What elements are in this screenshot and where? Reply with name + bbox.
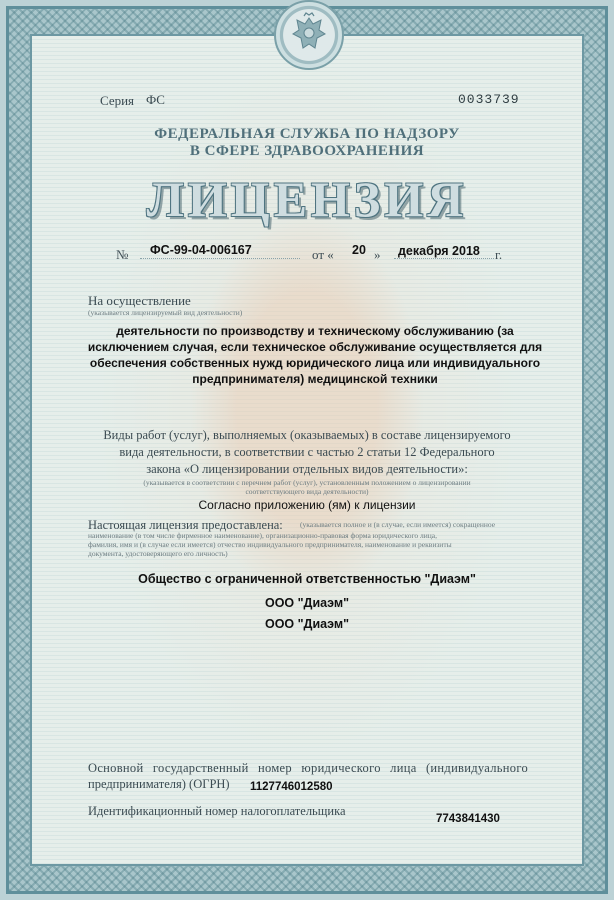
ogrn-label-line-1: Основной государственный номер юридического лица (индивидуального <box>88 761 528 775</box>
works-line: вида деятельности, в соответствии с частью 2 статьи 12 Федерального <box>119 445 495 459</box>
activity-label: На осуществление <box>88 293 191 308</box>
date-from-label: от « <box>312 247 334 262</box>
date-day: 20 <box>352 243 366 257</box>
activity-line: обеспечения собственных нужд юридического лица или индивидуального <box>89 356 541 370</box>
activity-hint: (указывается лицензируемый вид деятельности) <box>88 308 243 317</box>
granted-hint <box>88 531 528 558</box>
works-line: Виды работ (услуг), выполняемых (оказываемых) в составе лицензируемого <box>103 428 511 442</box>
granted-hint-line: наименование (в том числе фирменное наименование), организационно-правовая форма юридического лица, <box>88 531 437 540</box>
granted-hint-line: фамилия, имя и (в случае если имеется) отчество индивидуального предпринимателя, наименование и реквизиты <box>88 540 452 549</box>
inn-label: Идентификационный номер налогоплательщика <box>88 804 346 818</box>
granted-hint-first: (указывается полное и (в случае, если имеется) сокращенное <box>300 520 496 529</box>
document-title: ЛИЦЕНЗИЯ <box>146 171 468 227</box>
granted-label: Настоящая лицензия предоставлена: <box>88 518 283 532</box>
double-eagle-icon <box>289 12 329 56</box>
series-label: Серия <box>100 93 135 108</box>
inn-value: 7743841430 <box>436 813 500 825</box>
date-line <box>394 258 494 259</box>
works-value: Согласно приложению (ям) к лицензии <box>198 498 416 512</box>
licensee-full-name: Общество с ограниченной ответственностью "Диаэм" <box>138 572 476 586</box>
licensee-short-name-2: ООО "Диаэм" <box>264 617 350 631</box>
activity-line: деятельности по производству и техническому обслуживанию (за <box>116 324 514 338</box>
series-value: ФС <box>146 92 165 107</box>
license-no-value: ФС-99-04-006167 <box>150 243 252 257</box>
year-suffix: г. <box>495 247 503 262</box>
license-no-label: № <box>116 247 129 262</box>
agency-line-1: ФЕДЕРАЛЬНАЯ СЛУЖБА ПО НАДЗОРУ <box>154 126 460 142</box>
ogrn-value: 1127746012580 <box>250 781 333 793</box>
coat-of-arms-emblem <box>274 0 344 70</box>
activity-line: исключением случая, если техническое обслуживание осуществляется для <box>87 340 543 354</box>
works-hint-line: (указывается в соответствии с перечнем работ (услуг), установленным положением о лицензировании <box>143 478 471 487</box>
date-day-close: » <box>374 247 381 262</box>
works-hint-line: соответствующего вида деятельности) <box>245 487 369 496</box>
date-month-year: декабря 2018 <box>398 244 480 258</box>
licensee-short-name-1: ООО "Диаэм" <box>264 596 350 610</box>
granted-hint-line: документа, удостоверяющего его личность) <box>88 549 228 558</box>
blank-number: 0033739 <box>458 92 520 107</box>
works-text <box>70 427 544 478</box>
ogrn-label-line-2: предпринимателя) (ОГРН) <box>88 777 230 791</box>
activity-line: предпринимателя) медицинской техники <box>192 372 438 386</box>
agency-line-2: В СФЕРЕ ЗДРАВООХРАНЕНИЯ <box>189 143 425 159</box>
license-no-line <box>140 258 300 259</box>
activity-text <box>80 323 550 387</box>
works-hint <box>70 478 544 496</box>
works-line: закона «О лицензировании отдельных видов деятельности»: <box>146 462 468 476</box>
